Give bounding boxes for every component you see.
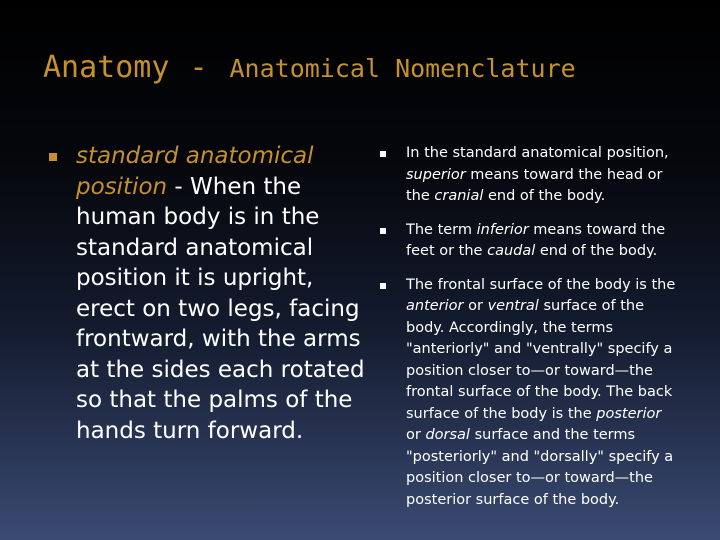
term-ventral: ventral (487, 298, 539, 314)
term-cranial: cranial (434, 188, 484, 204)
text-segment: end of the body. (535, 243, 658, 259)
text-segment: end of the body. (483, 188, 606, 204)
bullet-item-inferior (380, 220, 680, 263)
term-dorsal: dorsal (425, 427, 470, 443)
text-segment: In the standard anatomical position, (406, 145, 669, 161)
square-bullet-icon (380, 228, 386, 234)
title-main: Anatomy (43, 50, 170, 85)
text-segment: means toward the feet or the (406, 221, 666, 259)
term-inferior: inferior (476, 221, 529, 238)
square-bullet-icon (380, 151, 386, 157)
text-segment: The term (406, 221, 477, 238)
slide-title (43, 50, 576, 85)
text-segment: means toward the head or the (406, 166, 663, 204)
square-bullet-icon (49, 153, 57, 161)
text-segment: surface of the body. Accordingly, the terms "anteriorly" and "ventrally" specify a position closer to—or toward—the frontal surface of the body. The back surface of the body is the (406, 298, 673, 422)
term-caudal: caudal (487, 243, 536, 259)
term-standard-anatomical-position: standard anatomical position (76, 143, 314, 200)
right-bullet-list (380, 143, 680, 523)
square-bullet-icon (380, 283, 386, 289)
term-anterior: anterior (406, 298, 464, 314)
term-superior: superior (406, 166, 466, 183)
bullet-item-superior (380, 143, 680, 208)
term-posterior: posterior (596, 405, 662, 422)
title-subtitle: Anatomical Nomenclature (229, 54, 576, 83)
bullet-item-anterior-posterior (380, 275, 680, 512)
text-segment: or (406, 427, 426, 443)
text-segment: The frontal surface of the body is the (406, 276, 676, 293)
left-point-text: - When the human body is in the standard anatomical position it is upright, erect on two legs, facing frontward, with the arms at the sides each rotated so that the palms of the hands turn forward. (76, 173, 365, 444)
text-segment: surface and the terms "posteriorly" and "dorsally" specify a position closer to—or toward—the posterior surface of the body. (406, 427, 674, 508)
left-bullet-point (76, 141, 366, 446)
title-dash: - (189, 50, 208, 85)
text-segment: or (463, 298, 488, 314)
